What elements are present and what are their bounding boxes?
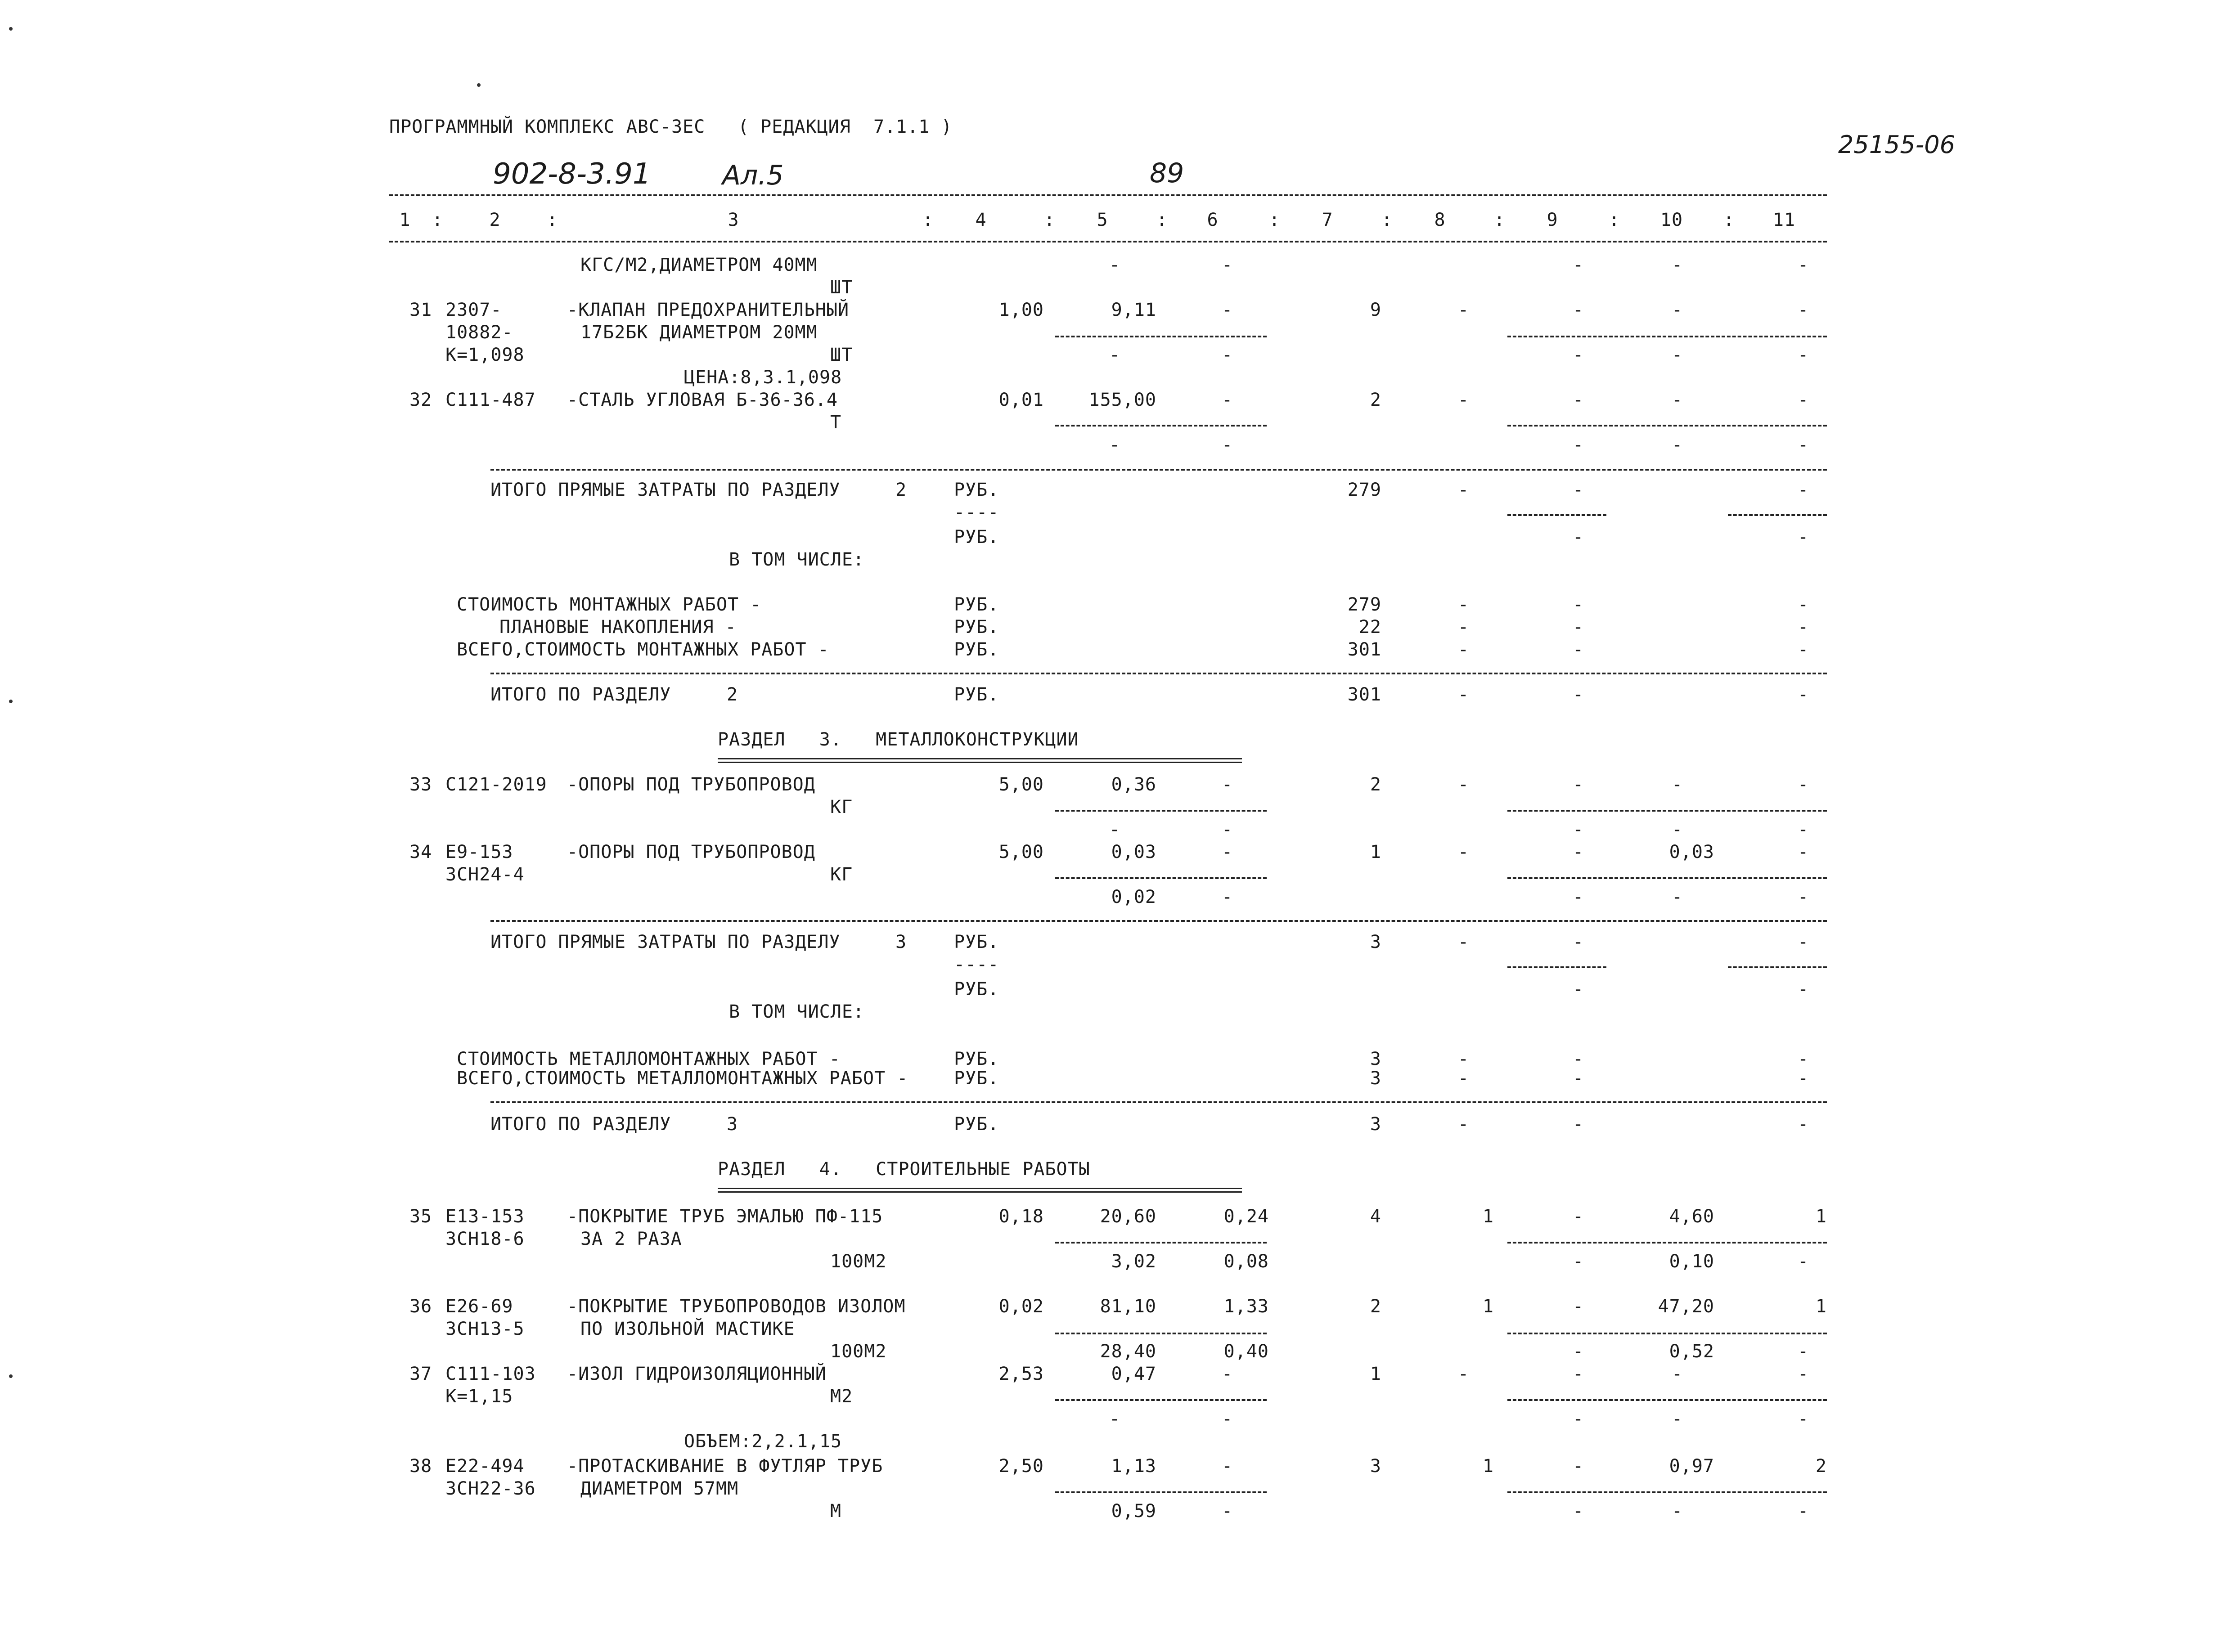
dash-cell: - <box>1458 594 1470 615</box>
total-cost: 2 <box>1370 1296 1381 1317</box>
dash-cell: - <box>1222 1409 1233 1429</box>
dash-cell: - <box>1458 1068 1470 1089</box>
section-rule <box>490 1101 1827 1103</box>
dash-cell: - <box>1798 774 1809 795</box>
total-cost: 3 <box>1370 1456 1381 1477</box>
dash-cell: - <box>1573 527 1584 548</box>
currency-label: РУБ. <box>954 932 999 952</box>
sub-rule <box>1055 1333 1267 1334</box>
unit-label: 100М2 <box>830 1251 887 1272</box>
including-label: В ТОМ ЧИСЛЕ: <box>729 1001 864 1022</box>
dash-cell: - <box>1672 1501 1683 1522</box>
dash-cell: - <box>1798 979 1809 1000</box>
dash-cell: - <box>1222 774 1233 795</box>
header-rule-bottom <box>389 241 1827 242</box>
dash-cell: - <box>1798 527 1809 548</box>
dash-cell: - <box>1573 774 1584 795</box>
page-number: 89 <box>1150 157 1184 189</box>
dash-cell: - <box>1573 594 1584 615</box>
currency-label: РУБ. <box>954 594 999 615</box>
currency-label: РУБ. <box>954 639 999 660</box>
total-cost: 1 <box>1370 1364 1381 1384</box>
col-sep: : <box>547 210 558 230</box>
rate-code: ЗСН22-36 <box>445 1478 536 1499</box>
dash-cell: - <box>1573 1341 1584 1362</box>
col-sep: : <box>432 210 444 230</box>
mounting-cost-value: 279 <box>1347 594 1381 615</box>
unit-label: КГ <box>830 797 853 817</box>
sub-rule <box>1055 1399 1267 1401</box>
unit-price: 0,36 <box>1111 774 1156 795</box>
unit-label: М2 <box>830 1386 853 1407</box>
dash-cell: - <box>1798 617 1809 637</box>
dash-cell: - <box>1222 1501 1233 1522</box>
dash-cell: - <box>1222 345 1233 365</box>
dash-cell: - <box>1672 255 1683 275</box>
sub-rule <box>1507 877 1827 879</box>
col10-value: 4,60 <box>1669 1206 1714 1227</box>
dash-cell: - <box>1672 887 1683 907</box>
section-total-value: 3 <box>1370 1114 1381 1135</box>
dash-cell: - <box>1672 1409 1683 1429</box>
section-total-value: 301 <box>1347 684 1381 705</box>
dash-cell: - <box>1798 1409 1809 1429</box>
item-name: ЗА 2 РАЗА <box>580 1229 682 1249</box>
dash-cell: - <box>1222 1456 1233 1477</box>
currency-label: РУБ. <box>954 617 999 637</box>
col-10: 10 <box>1660 210 1683 230</box>
total-cost: 1 <box>1370 842 1381 862</box>
item-name: -ОПОРЫ ПОД ТРУБОПРОВОД <box>567 774 815 795</box>
row-number: 33 <box>409 774 432 795</box>
section-total-label: ИТОГО ПО РАЗДЕЛУ <box>490 684 671 705</box>
unit-price-labor: 3,02 <box>1111 1251 1156 1272</box>
unit-price: 155,00 <box>1088 390 1156 410</box>
col11-value: 2 <box>1815 1456 1827 1477</box>
direct-costs-value: 279 <box>1347 480 1381 500</box>
dash-cell: - <box>1573 300 1584 320</box>
col11-value: 1 <box>1815 1296 1827 1317</box>
col6-value: 0,08 <box>1223 1251 1269 1272</box>
sub-rule <box>1055 877 1267 879</box>
program-title: ПРОГРАММНЫЙ КОМПЛЕКС АВС-ЗЕС <box>389 117 706 137</box>
dash-cell: - <box>1573 1049 1584 1069</box>
col10-value: 0,52 <box>1669 1341 1714 1362</box>
dash-cell: - <box>1222 842 1233 862</box>
dash-cell: - <box>1458 300 1470 320</box>
dash-cell: - <box>1573 887 1584 907</box>
section-rule <box>490 469 1827 471</box>
price-note: ЦЕНА:8,3.1,098 <box>684 367 842 388</box>
unit-label: ШТ <box>830 345 853 365</box>
unit-price-labor: 0,02 <box>1111 887 1156 907</box>
sub-rule <box>1055 336 1267 337</box>
dash-cell: - <box>1672 300 1683 320</box>
item-name: ДИАМЕТРОМ 57ММ <box>580 1478 739 1499</box>
dash-cell: - <box>1798 255 1809 275</box>
col-5: 5 <box>1097 210 1108 230</box>
sub-rule <box>1507 1333 1827 1334</box>
section-number: 3 <box>895 932 907 952</box>
item-continuation-text: КГС/М2,ДИАМЕТРОМ 40ММ <box>580 255 818 275</box>
short-rule: ---- <box>954 954 999 975</box>
quantity: 1,00 <box>998 300 1044 320</box>
total-cost: 4 <box>1370 1206 1381 1227</box>
dash-cell: - <box>1222 1364 1233 1384</box>
dash-cell: - <box>1672 774 1683 795</box>
row-number: 38 <box>409 1456 432 1477</box>
scan-speck <box>9 700 13 703</box>
dash-cell: - <box>1672 390 1683 410</box>
dash-cell: - <box>1573 435 1584 455</box>
item-name: -СТАЛЬ УГЛОВАЯ Б-36-36.4 <box>567 390 838 410</box>
sub-rule <box>1728 514 1827 516</box>
dash-cell: - <box>1798 390 1809 410</box>
quantity: 0,18 <box>998 1206 1044 1227</box>
col8-value: 1 <box>1482 1206 1494 1227</box>
dash-cell: - <box>1458 480 1470 500</box>
col-6: 6 <box>1207 210 1219 230</box>
col10-value: 47,20 <box>1658 1296 1714 1317</box>
col6-value: 0,40 <box>1223 1341 1269 1362</box>
section-4-title: РАЗДЕЛ 4. СТРОИТЕЛЬНЫЕ РАБОТЫ <box>718 1159 1090 1180</box>
dash-cell: - <box>1573 979 1584 1000</box>
item-name: ПО ИЗОЛЬНОЙ МАСТИКЕ <box>580 1319 795 1339</box>
title-underline <box>718 1188 1242 1193</box>
col10-value: 0,10 <box>1669 1251 1714 1272</box>
dash-cell: - <box>1573 1364 1584 1384</box>
unit-price: 0,03 <box>1111 842 1156 862</box>
unit-price-labor: 28,40 <box>1100 1341 1156 1362</box>
currency-label: РУБ. <box>954 1049 999 1069</box>
dash-cell: - <box>1458 774 1470 795</box>
dash-cell: - <box>1222 390 1233 410</box>
sub-rule <box>1507 514 1606 516</box>
sub-rule <box>1055 810 1267 812</box>
direct-costs-value: 3 <box>1370 932 1381 952</box>
dash-cell: - <box>1672 1364 1683 1384</box>
dash-cell: - <box>1672 345 1683 365</box>
col-sep: : <box>1269 210 1281 230</box>
dash-cell: - <box>1672 435 1683 455</box>
col6-value: 0,24 <box>1223 1206 1269 1227</box>
col10-value: 0,97 <box>1669 1456 1714 1477</box>
dash-cell: - <box>1798 1049 1809 1069</box>
section-3-title: РАЗДЕЛ 3. МЕТАЛЛОКОНСТРУКЦИИ <box>718 729 1079 750</box>
dash-cell: - <box>1222 887 1233 907</box>
rate-code: ЗСН24-4 <box>445 864 525 885</box>
dash-cell: - <box>1672 819 1683 840</box>
rate-code: К=1,15 <box>445 1386 513 1407</box>
album-label: Ал.5 <box>722 160 784 191</box>
item-name: 17Б2БК ДИАМЕТРОМ 20ММ <box>580 322 818 343</box>
dash-cell: - <box>1798 300 1809 320</box>
quantity: 0,01 <box>998 390 1044 410</box>
col11-value: 1 <box>1815 1206 1827 1227</box>
rate-code: ЗСН18-6 <box>445 1229 525 1249</box>
dash-cell: - <box>1573 932 1584 952</box>
total-cost: 2 <box>1370 390 1381 410</box>
sub-rule <box>1507 1399 1827 1401</box>
dash-cell: - <box>1573 1296 1584 1317</box>
col-sep: : <box>1044 210 1056 230</box>
quantity: 0,02 <box>998 1296 1044 1317</box>
dash-cell: - <box>1109 255 1121 275</box>
dash-cell: - <box>1798 684 1809 705</box>
dash-cell: - <box>1798 435 1809 455</box>
dash-cell: - <box>1573 617 1584 637</box>
section-number: 3 <box>727 1114 738 1135</box>
dash-cell: - <box>1573 1409 1584 1429</box>
dash-cell: - <box>1109 819 1121 840</box>
archive-stamp: 25155-06 <box>1838 130 1955 159</box>
dash-cell: - <box>1109 435 1121 455</box>
quantity: 2,50 <box>998 1456 1044 1477</box>
dash-cell: - <box>1573 1114 1584 1135</box>
dash-cell: - <box>1798 1501 1809 1522</box>
currency-label: РУБ. <box>954 527 999 548</box>
quantity: 5,00 <box>998 774 1044 795</box>
dash-cell: - <box>1458 1049 1470 1069</box>
sub-rule <box>1507 1242 1827 1243</box>
edition-label: ( РЕДАКЦИЯ 7.1.1 ) <box>738 117 953 137</box>
sub-rule <box>1507 336 1827 337</box>
item-name: -ПРОТАСКИВАНИЕ В ФУТЛЯР ТРУБ <box>567 1456 883 1477</box>
dash-cell: - <box>1798 1068 1809 1089</box>
unit-label: Т <box>830 412 842 433</box>
header-rule-top <box>389 194 1827 196</box>
scan-speck <box>477 83 481 87</box>
unit-price-labor: 0,59 <box>1111 1501 1156 1522</box>
dash-cell: - <box>1798 887 1809 907</box>
dash-cell: - <box>1573 1206 1584 1227</box>
dash-cell: - <box>1573 819 1584 840</box>
sub-rule <box>1728 966 1827 968</box>
col-11: 11 <box>1772 210 1796 230</box>
quantity: 2,53 <box>998 1364 1044 1384</box>
col-sep: : <box>1494 210 1506 230</box>
sub-rule <box>1507 966 1606 968</box>
rate-code: ЗСН13-5 <box>445 1319 525 1339</box>
rate-code: Е9-153 <box>445 842 513 862</box>
section-number: 2 <box>727 684 738 705</box>
unit-price: 1,13 <box>1111 1456 1156 1477</box>
rate-code: С111-103 <box>445 1364 536 1384</box>
dash-cell: - <box>1458 1114 1470 1135</box>
dash-cell: - <box>1573 480 1584 500</box>
dash-cell: - <box>1798 1114 1809 1135</box>
dash-cell: - <box>1798 345 1809 365</box>
currency-label: РУБ. <box>954 1114 999 1135</box>
item-name: -ПОКРЫТИЕ ТРУБОПРОВОДОВ ИЗОЛОМ <box>567 1296 906 1317</box>
dash-cell: - <box>1573 1456 1584 1477</box>
dash-cell: - <box>1458 390 1470 410</box>
direct-costs-label: ИТОГО ПРЯМЫЕ ЗАТРАТЫ ПО РАЗДЕЛУ <box>490 932 841 952</box>
rate-code: С121-2019 <box>445 774 547 795</box>
unit-label: 100М2 <box>830 1341 887 1362</box>
dash-cell: - <box>1222 300 1233 320</box>
section-total-label: ИТОГО ПО РАЗДЕЛУ <box>490 1114 671 1135</box>
unit-price: 9,11 <box>1111 300 1156 320</box>
volume-note: ОБЪЕМ:2,2.1,15 <box>684 1431 842 1452</box>
dash-cell: - <box>1573 390 1584 410</box>
row-number: 32 <box>409 390 432 410</box>
col-2: 2 <box>489 210 501 230</box>
col-sep: : <box>1156 210 1168 230</box>
unit-price: 81,10 <box>1100 1296 1156 1317</box>
rate-code: Е26-69 <box>445 1296 513 1317</box>
col-7: 7 <box>1322 210 1333 230</box>
short-rule: ---- <box>954 502 999 523</box>
rate-code: С111-487 <box>445 390 536 410</box>
row-number: 37 <box>409 1364 432 1384</box>
mounting-cost-label: СТОИМОСТЬ МЕТАЛЛОМОНТАЖНЫХ РАБОТ - <box>457 1049 841 1069</box>
sub-rule <box>1507 425 1827 426</box>
unit-label: ШТ <box>830 277 853 298</box>
dash-cell: - <box>1798 1364 1809 1384</box>
mounting-cost-label: СТОИМОСТЬ МОНТАЖНЫХ РАБОТ - <box>457 594 762 615</box>
col6-value: 1,33 <box>1223 1296 1269 1317</box>
col-8: 8 <box>1434 210 1446 230</box>
total-cost: 2 <box>1370 774 1381 795</box>
dash-cell: - <box>1222 819 1233 840</box>
item-name: -ИЗОЛ ГИДРОИЗОЛЯЦИОННЫЙ <box>567 1364 827 1384</box>
unit-price: 20,60 <box>1100 1206 1156 1227</box>
col10-value: 0,03 <box>1669 842 1714 862</box>
col-4: 4 <box>975 210 987 230</box>
dash-cell: - <box>1798 1251 1809 1272</box>
rate-code: Е22-494 <box>445 1456 525 1477</box>
total-cost: 9 <box>1370 300 1381 320</box>
dash-cell: - <box>1573 1251 1584 1272</box>
planned-savings-label: ПЛАНОВЫЕ НАКОПЛЕНИЯ - <box>499 617 737 637</box>
dash-cell: - <box>1109 1409 1121 1429</box>
total-mounting-label: ВСЕГО,СТОИМОСТЬ МОНТАЖНЫХ РАБОТ - <box>457 639 829 660</box>
dash-cell: - <box>1573 255 1584 275</box>
sub-rule <box>1055 425 1267 426</box>
rate-code: Е13-153 <box>445 1206 525 1227</box>
dash-cell: - <box>1573 1501 1584 1522</box>
sub-rule <box>1507 1491 1827 1493</box>
total-mounting-value: 3 <box>1370 1068 1381 1089</box>
planned-savings-value: 22 <box>1358 617 1381 637</box>
dash-cell: - <box>1798 842 1809 862</box>
title-underline <box>718 758 1242 763</box>
scan-speck <box>9 27 13 31</box>
row-number: 36 <box>409 1296 432 1317</box>
row-number: 34 <box>409 842 432 862</box>
dash-cell: - <box>1573 639 1584 660</box>
unit-label: КГ <box>830 864 853 885</box>
dash-cell: - <box>1798 932 1809 952</box>
row-number: 31 <box>409 300 432 320</box>
dash-cell: - <box>1109 345 1121 365</box>
col-sep: : <box>1381 210 1393 230</box>
col-1: 1 <box>399 210 411 230</box>
sub-rule <box>1055 1491 1267 1493</box>
section-rule <box>490 673 1827 674</box>
including-label: В ТОМ ЧИСЛЕ: <box>729 549 864 570</box>
dash-cell: - <box>1798 1341 1809 1362</box>
currency-label: РУБ. <box>954 684 999 705</box>
dash-cell: - <box>1573 1068 1584 1089</box>
dash-cell: - <box>1458 842 1470 862</box>
dash-cell: - <box>1798 819 1809 840</box>
dash-cell: - <box>1573 684 1584 705</box>
unit-label: М <box>830 1501 842 1522</box>
rate-code: 2307- <box>445 300 502 320</box>
direct-costs-label: ИТОГО ПРЯМЫЕ ЗАТРАТЫ ПО РАЗДЕЛУ <box>490 480 841 500</box>
col-9: 9 <box>1547 210 1558 230</box>
col8-value: 1 <box>1482 1296 1494 1317</box>
item-name: -ПОКРЫТИЕ ТРУБ ЭМАЛЬЮ ПФ-115 <box>567 1206 883 1227</box>
currency-label: РУБ. <box>954 1068 999 1089</box>
item-name: -ОПОРЫ ПОД ТРУБОПРОВОД <box>567 842 815 862</box>
sub-rule <box>1507 810 1827 812</box>
col8-value: 1 <box>1482 1456 1494 1477</box>
dash-cell: - <box>1798 480 1809 500</box>
currency-label: РУБ. <box>954 480 999 500</box>
dash-cell: - <box>1458 932 1470 952</box>
col-sep: : <box>922 210 934 230</box>
section-rule <box>490 920 1827 922</box>
dash-cell: - <box>1458 684 1470 705</box>
quantity: 5,00 <box>998 842 1044 862</box>
col-sep: : <box>1609 210 1620 230</box>
row-number: 35 <box>409 1206 432 1227</box>
dash-cell: - <box>1458 639 1470 660</box>
rate-code: К=1,098 <box>445 345 525 365</box>
scan-speck <box>9 1374 13 1378</box>
sub-rule <box>1055 1242 1267 1243</box>
total-mounting-value: 301 <box>1347 639 1381 660</box>
col-3: 3 <box>728 210 739 230</box>
item-name: -КЛАПАН ПРЕДОХРАНИТЕЛЬНЫЙ <box>567 300 850 320</box>
currency-label: РУБ. <box>954 979 999 1000</box>
dash-cell: - <box>1222 435 1233 455</box>
total-mounting-label: ВСЕГО,СТОИМОСТЬ МЕТАЛЛОМОНТАЖНЫХ РАБОТ - <box>457 1068 908 1089</box>
dash-cell: - <box>1222 255 1233 275</box>
dash-cell: - <box>1458 1364 1470 1384</box>
dash-cell: - <box>1573 842 1584 862</box>
dash-cell: - <box>1798 594 1809 615</box>
unit-price: 0,47 <box>1111 1364 1156 1384</box>
rate-code: 10882- <box>445 322 513 343</box>
mounting-cost-value: 3 <box>1370 1049 1381 1069</box>
document-code: 902-8-3.91 <box>493 157 651 191</box>
dash-cell: - <box>1458 617 1470 637</box>
section-number: 2 <box>895 480 907 500</box>
dash-cell: - <box>1798 639 1809 660</box>
col-sep: : <box>1723 210 1735 230</box>
dash-cell: - <box>1573 345 1584 365</box>
